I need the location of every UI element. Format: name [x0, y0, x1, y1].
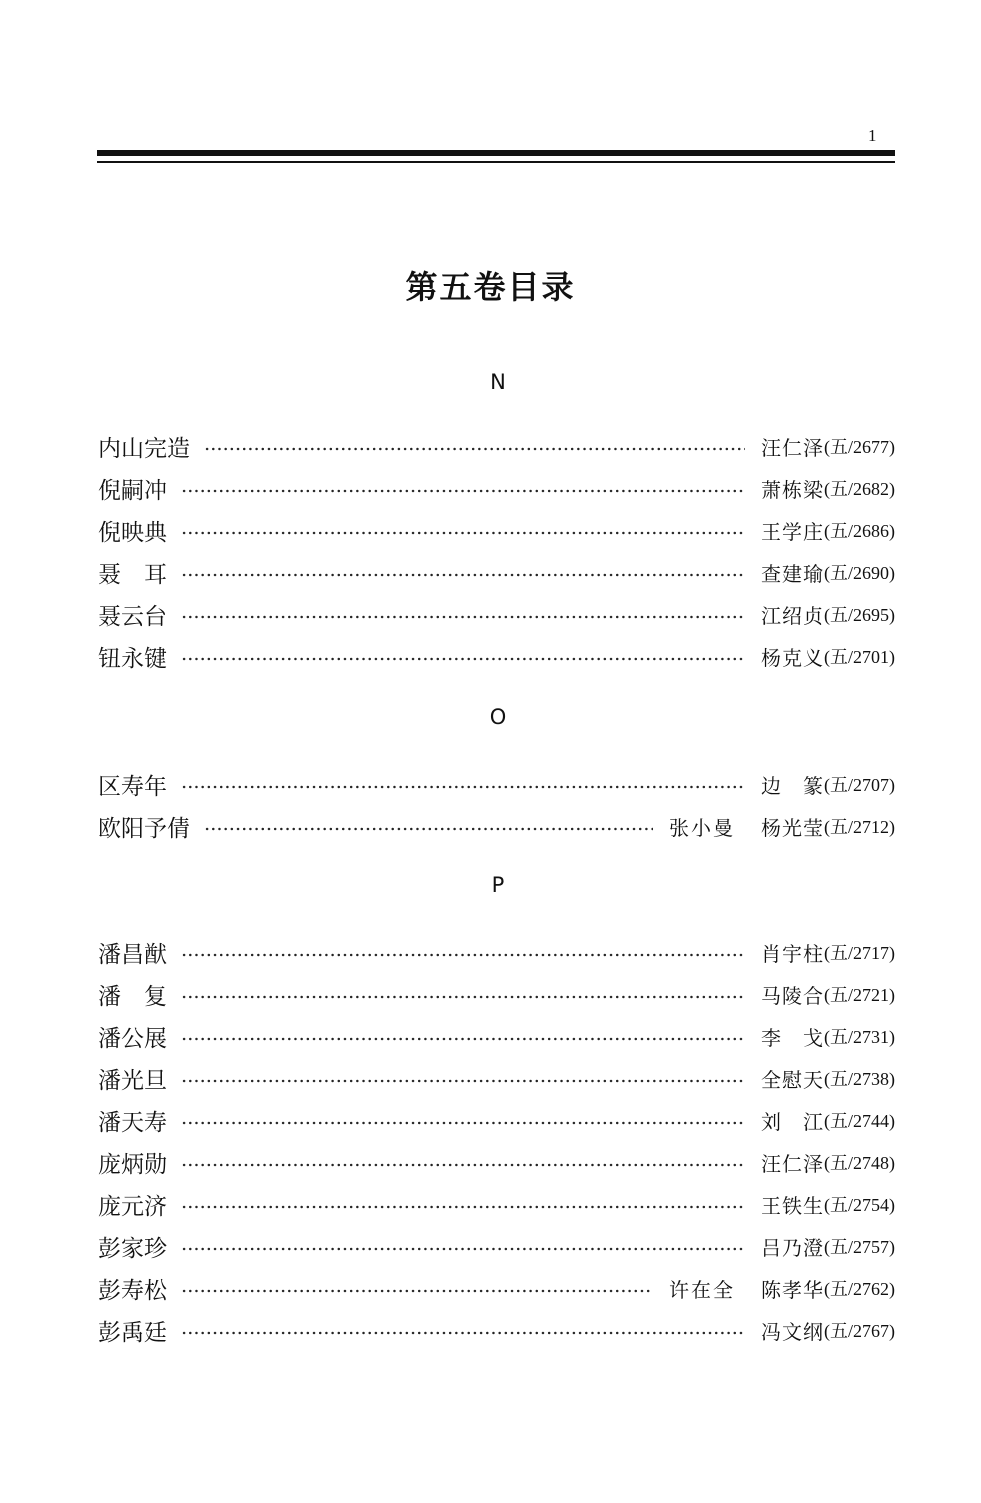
toc-entry[interactable] [98, 555, 895, 589]
toc-entry[interactable] [98, 429, 895, 463]
entry-name: 潘 复 [98, 983, 167, 1010]
entry-name: 潘公展 [98, 1025, 167, 1052]
entry-name: 潘昌猷 [98, 941, 167, 968]
entry-author: 汪仁泽 [761, 1151, 824, 1176]
dot-leader [181, 1121, 745, 1125]
entry-name: 聂 耳 [98, 561, 167, 588]
dot-leader [181, 615, 745, 619]
dot-leader [181, 657, 745, 661]
entry-name: 倪嗣冲 [98, 477, 167, 504]
entry-page-ref: (五/2762) [824, 1279, 895, 1299]
header-rule-thin [97, 161, 895, 163]
dot-leader [181, 1163, 745, 1167]
entry-author: 汪仁泽 [761, 435, 824, 460]
dot-leader [181, 1331, 745, 1335]
entry-author: 萧栋梁 [761, 477, 824, 502]
entry-author: 冯文纲 [761, 1319, 824, 1344]
dot-leader [181, 1289, 653, 1293]
entry-author: 马陵合 [761, 983, 824, 1008]
entry-author: 肖宇柱 [761, 941, 824, 966]
toc-entry[interactable] [98, 767, 895, 801]
entry-author: 杨克义 [761, 645, 824, 670]
dot-leader [181, 953, 745, 957]
page-title: 第五卷目录 [405, 268, 576, 306]
entry-name: 欧阳予倩 [98, 815, 190, 842]
dot-leader [181, 1037, 745, 1041]
entry-name: 内山完造 [98, 435, 190, 462]
dot-leader [204, 827, 653, 831]
entry-page-ref: (五/2767) [824, 1321, 895, 1341]
dot-leader [181, 1205, 745, 1209]
entry-author: 刘 江 [761, 1109, 824, 1134]
entry-page-ref: (五/2701) [824, 647, 895, 667]
header-rule-thick [97, 150, 895, 156]
entry-name: 彭禹廷 [98, 1319, 167, 1346]
entry-page-ref: (五/2695) [824, 605, 895, 625]
entry-page-ref: (五/2717) [824, 943, 895, 963]
dot-leader [204, 447, 745, 451]
entry-author: 杨光莹 [761, 815, 824, 840]
entry-author: 边 篆 [761, 773, 824, 798]
page-number: 1 [868, 126, 877, 145]
toc-entry[interactable] [98, 1061, 895, 1095]
dot-leader [181, 995, 745, 999]
toc-entry[interactable] [98, 1019, 895, 1053]
dot-leader [181, 531, 745, 535]
entry-name: 区寿年 [98, 773, 167, 800]
entry-author: 江绍贞 [761, 603, 824, 628]
dot-leader [181, 1247, 745, 1251]
entry-name: 庞元济 [98, 1193, 167, 1220]
entry-name: 潘天寿 [98, 1109, 167, 1136]
entry-name: 彭家珍 [98, 1235, 167, 1262]
toc-entry[interactable] [98, 1103, 895, 1137]
toc-entry[interactable] [98, 597, 895, 631]
entry-author: 王学庄 [761, 519, 824, 544]
toc-entry[interactable] [98, 1187, 895, 1221]
section-letter: N [490, 370, 506, 394]
section-letter: P [491, 873, 505, 897]
entry-name: 潘光旦 [98, 1067, 167, 1094]
toc-entry[interactable] [98, 1313, 895, 1347]
entry-page-ref: (五/2738) [824, 1069, 895, 1089]
entry-name: 聂云台 [98, 603, 167, 630]
entry-page-ref: (五/2677) [824, 437, 895, 457]
section-letter: O [489, 705, 507, 729]
entry-page-ref: (五/2754) [824, 1195, 895, 1215]
entry-page-ref: (五/2712) [824, 817, 895, 837]
entry-coauthor: 张小曼 [669, 815, 735, 840]
toc-entry[interactable] [98, 639, 895, 673]
entry-page-ref: (五/2690) [824, 563, 895, 583]
entry-page-ref: (五/2707) [824, 775, 895, 795]
toc-entry[interactable] [98, 935, 895, 969]
entry-page-ref: (五/2721) [824, 985, 895, 1005]
dot-leader [181, 489, 745, 493]
entry-name: 钮永键 [98, 645, 167, 672]
toc-entry[interactable] [98, 977, 895, 1011]
entry-name: 倪映典 [98, 519, 167, 546]
entry-page-ref: (五/2748) [824, 1153, 895, 1173]
toc-entry[interactable] [98, 1229, 895, 1263]
toc-entry[interactable] [98, 471, 895, 505]
entry-page-ref: (五/2682) [824, 479, 895, 499]
entry-coauthor: 许在全 [669, 1277, 735, 1302]
entry-name: 彭寿松 [98, 1277, 167, 1304]
entry-page-ref: (五/2686) [824, 521, 895, 541]
entry-page-ref: (五/2744) [824, 1111, 895, 1131]
entry-page-ref: (五/2757) [824, 1237, 895, 1257]
entry-author: 李 戈 [761, 1025, 824, 1050]
dot-leader [181, 1079, 745, 1083]
toc-entry[interactable] [98, 513, 895, 547]
entry-page-ref: (五/2731) [824, 1027, 895, 1047]
entry-author: 全慰天 [761, 1067, 824, 1092]
dot-leader [181, 785, 745, 789]
entry-author: 王铁生 [761, 1193, 824, 1218]
toc-entry[interactable] [98, 809, 895, 843]
dot-leader [181, 573, 745, 577]
entry-author: 查建瑜 [761, 561, 824, 586]
toc-entry[interactable] [98, 1145, 895, 1179]
toc-entry[interactable] [98, 1271, 895, 1305]
entry-author: 吕乃澄 [761, 1235, 824, 1260]
entry-name: 庞炳勋 [98, 1151, 167, 1178]
entry-author: 陈孝华 [761, 1277, 824, 1302]
